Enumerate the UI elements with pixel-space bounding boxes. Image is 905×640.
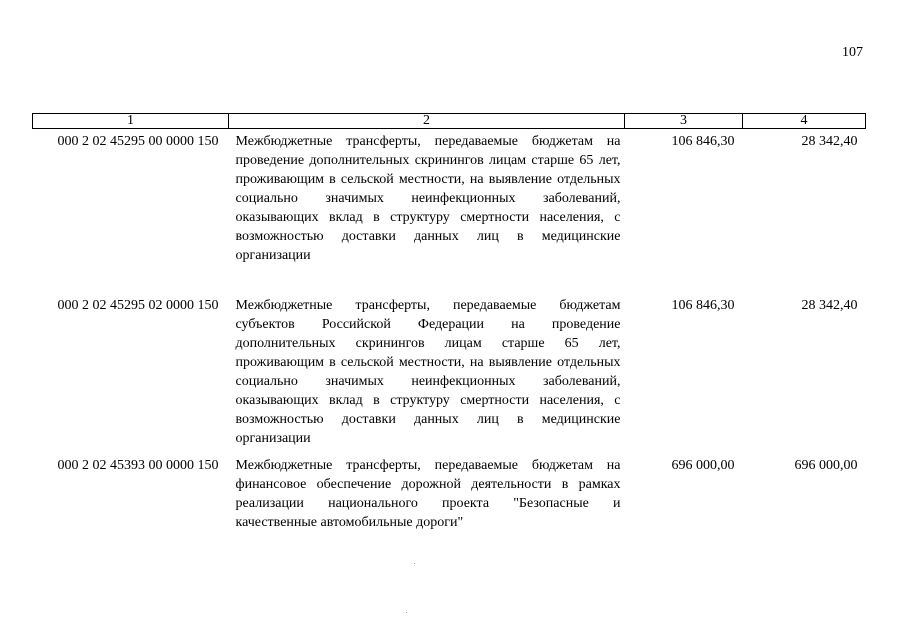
- amount-column-3: 696 000,00: [671, 458, 735, 473]
- amount-column-4: 28 342,40: [801, 298, 858, 313]
- transfer-description: Межбюджетные трансферты, передаваемые бюджетам субъектов Российской Федерации на проведение дополнительных скринингов лицам старше 65 лет, проживающим в сельской местности, на выявление отдельных социально значимых неинфекционных заболеваний, оказывающих вклад в структуру смертности населения, с возможностью доставки данных лиц в медицинские организации: [235, 298, 621, 446]
- table-row: [33, 448, 866, 532]
- column-header-1: 1: [33, 114, 229, 129]
- column-header-2: 2: [229, 114, 625, 129]
- table-header-row: [33, 114, 866, 129]
- budget-code: 000 2 02 45295 02 0000 150: [57, 298, 219, 313]
- column-header-3: 3: [625, 114, 743, 129]
- amount-column-4: 696 000,00: [794, 458, 858, 473]
- amount-column-3: 106 846,30: [671, 298, 735, 313]
- table-row: [33, 129, 866, 291]
- amount-column-4: 28 342,40: [801, 134, 858, 149]
- budget-code: 000 2 02 45393 00 0000 150: [57, 458, 219, 473]
- transfer-description: Межбюджетные трансферты, передаваемые бюджетам на проведение дополнительных скринингов лицам старше 65 лет, проживающим в сельской местности, на выявление отдельных социально значимых неинфекционных заболеваний, оказывающих вклад в структуру смертности населения, с возможностью доставки данных лиц в медицинские организации: [235, 134, 621, 263]
- scan-speck: [414, 563, 415, 564]
- table-row: [33, 290, 866, 448]
- scan-speck: [406, 612, 407, 613]
- column-header-4: 4: [743, 114, 866, 129]
- budget-code: 000 2 02 45295 00 0000 150: [57, 134, 219, 149]
- budget-table: [32, 113, 866, 532]
- amount-column-3: 106 846,30: [671, 134, 735, 149]
- page-number: 107: [842, 45, 863, 60]
- transfer-description: Межбюджетные трансферты, передаваемые бюджетам на финансовое обеспечение дорожной деятельности в рамках реализации национального проекта "Безопасные и качественные автомобильные дороги": [235, 458, 621, 530]
